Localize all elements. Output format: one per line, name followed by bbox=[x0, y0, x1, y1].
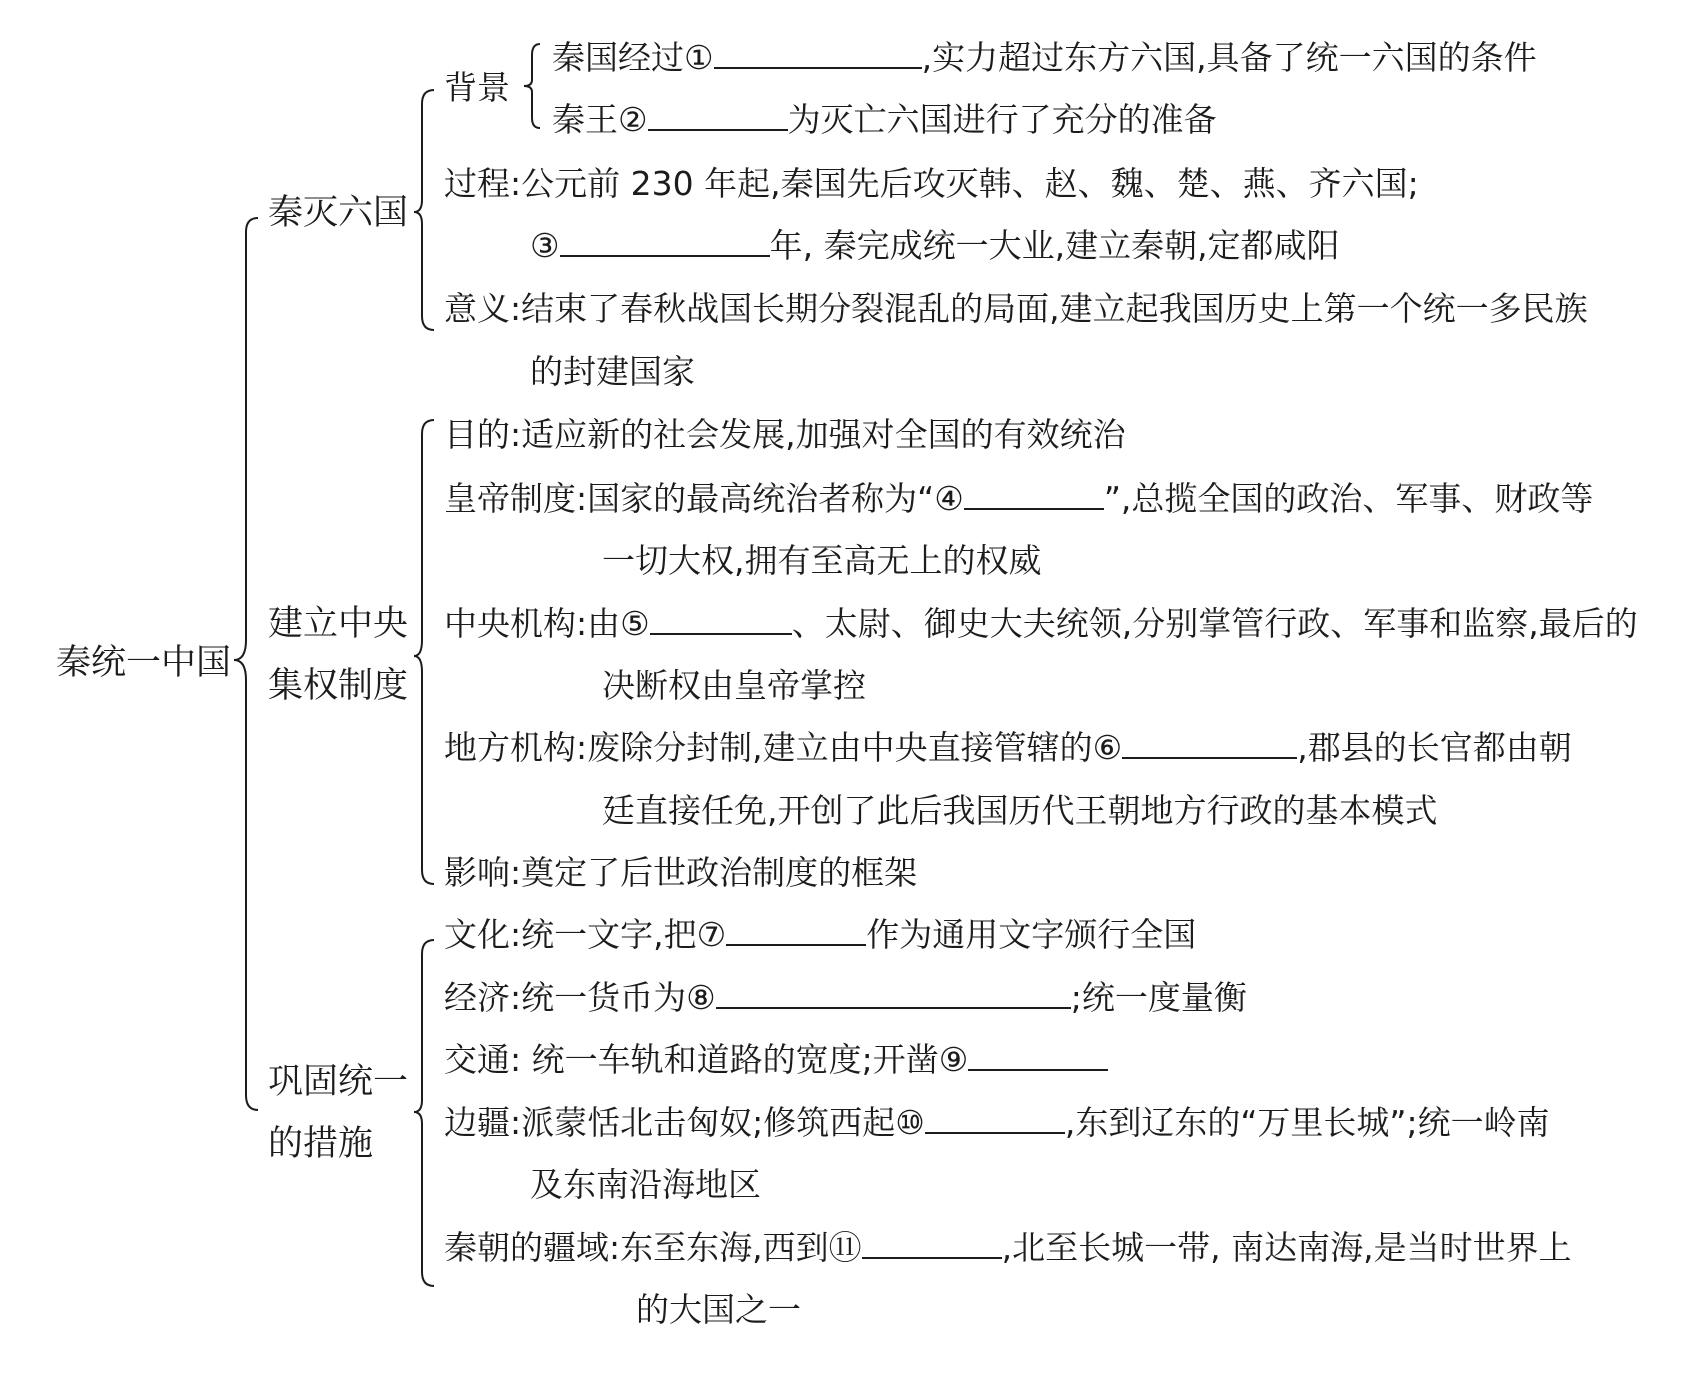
text: 统一货币为⑧ bbox=[521, 978, 716, 1017]
section3-title-1: 巩固统一 bbox=[268, 1062, 409, 1102]
answer-blank-5[interactable] bbox=[650, 605, 792, 635]
text: ;统一度量衡 bbox=[1070, 978, 1247, 1017]
influence-line bbox=[444, 853, 917, 893]
text: 结束了春秋战国长期分裂混乱的局面,建立起我国历史上第一个统一多民族 bbox=[521, 289, 1588, 328]
culture-line bbox=[444, 915, 1196, 955]
answer-blank-6[interactable] bbox=[1122, 729, 1297, 759]
text: 公元前 230 年起,秦国先后攻灭韩、赵、魏、楚、燕、齐六国; bbox=[521, 164, 1419, 203]
text: 、太尉、御史大夫统领,分别掌管行政、军事和监察,最后的 bbox=[791, 604, 1638, 643]
section2-brace bbox=[414, 420, 434, 884]
answer-blank-7[interactable] bbox=[726, 916, 866, 946]
territory-line-2: 的大国之一 bbox=[636, 1290, 801, 1329]
background-line-2 bbox=[552, 100, 1217, 140]
text: ,北至长城一带, 南达南海,是当时世界上 bbox=[1001, 1228, 1572, 1267]
significance-label: 意义: bbox=[444, 289, 522, 328]
text: 作为通用文字颁行全国 bbox=[866, 915, 1197, 954]
text: ,实力超过东方六国,具备了统一六国的条件 bbox=[921, 38, 1537, 77]
text: 秦国经过① bbox=[552, 38, 714, 77]
text: 国家的最高统治者称为“④ bbox=[587, 479, 964, 518]
text: 废除分封制,建立由中央直接管辖的⑥ bbox=[587, 728, 1123, 767]
section1-brace bbox=[414, 90, 434, 330]
background-brace bbox=[524, 44, 540, 128]
local-line-2: 廷直接任免,开创了此后我国历代王朝地方行政的基本模式 bbox=[602, 791, 1438, 830]
text: 统一文字,把⑦ bbox=[521, 915, 727, 954]
text: 由⑤ bbox=[587, 604, 650, 643]
local-label: 地方机构: bbox=[444, 728, 588, 767]
purpose-label: 目的: bbox=[444, 415, 522, 454]
text: 年, 秦完成统一大业,建立秦朝,定都咸阳 bbox=[769, 226, 1340, 265]
section3-brace bbox=[414, 940, 434, 1286]
answer-blank-3[interactable] bbox=[560, 227, 770, 257]
process-label: 过程: bbox=[444, 164, 522, 203]
economy-line bbox=[444, 978, 1247, 1018]
emperor-line bbox=[444, 479, 1593, 519]
influence-label: 影响: bbox=[444, 853, 522, 892]
answer-blank-9[interactable] bbox=[968, 1041, 1108, 1071]
central-line-2: 决断权由皇帝掌控 bbox=[602, 666, 866, 705]
text: ”,总揽全国的政治、军事、财政等 bbox=[1103, 479, 1594, 518]
text: 适应新的社会发展,加强对全国的有效统治 bbox=[521, 415, 1126, 454]
answer-blank-4[interactable] bbox=[964, 480, 1104, 510]
culture-label: 文化: bbox=[444, 915, 522, 954]
text: 奠定了后世政治制度的框架 bbox=[521, 853, 918, 892]
transport-label: 交通: bbox=[444, 1040, 522, 1079]
section1-title: 秦灭六国 bbox=[268, 193, 409, 233]
process-line bbox=[444, 164, 1419, 204]
section2-title-1: 建立中央 bbox=[268, 604, 409, 644]
root-title: 秦统一中国 bbox=[56, 643, 232, 683]
text: 统一车轨和道路的宽度;开凿⑨ bbox=[521, 1040, 969, 1079]
process-line-2 bbox=[530, 226, 1340, 266]
territory-label: 秦朝的疆域: bbox=[444, 1228, 621, 1267]
section3-title-2: 的措施 bbox=[268, 1124, 374, 1164]
emperor-line-2: 一切大权,拥有至高无上的权威 bbox=[602, 541, 1042, 580]
answer-blank-10[interactable] bbox=[925, 1104, 1065, 1134]
purpose-line bbox=[444, 415, 1126, 455]
text: ③ bbox=[530, 226, 560, 265]
territory-line bbox=[444, 1228, 1572, 1268]
central-line bbox=[444, 604, 1638, 644]
root-brace bbox=[234, 218, 258, 1110]
transport-line bbox=[444, 1040, 1108, 1080]
text: 秦王② bbox=[552, 100, 648, 139]
emperor-label: 皇帝制度: bbox=[444, 479, 588, 518]
section2-title-2: 集权制度 bbox=[268, 666, 409, 706]
text: 派蒙恬北击匈奴;修筑西起⑩ bbox=[521, 1103, 925, 1142]
text: 为灭亡六国进行了充分的准备 bbox=[787, 100, 1217, 139]
answer-blank-1[interactable] bbox=[714, 39, 922, 69]
background-label: 背景 bbox=[444, 68, 510, 107]
significance-line-2: 的封建国家 bbox=[530, 352, 695, 391]
local-line bbox=[444, 728, 1572, 768]
background-line-1 bbox=[552, 38, 1537, 78]
answer-blank-8[interactable] bbox=[716, 979, 1071, 1009]
answer-blank-11[interactable] bbox=[862, 1229, 1002, 1259]
economy-label: 经济: bbox=[444, 978, 522, 1017]
text: 东至东海,西到⑪ bbox=[620, 1228, 862, 1267]
frontier-label: 边疆: bbox=[444, 1103, 522, 1142]
text: ,东到辽东的“万里长城”;统一岭南 bbox=[1064, 1103, 1550, 1142]
frontier-line bbox=[444, 1103, 1550, 1143]
significance-line bbox=[444, 289, 1588, 329]
central-label: 中央机构: bbox=[444, 604, 588, 643]
answer-blank-2[interactable] bbox=[648, 101, 788, 131]
frontier-line-2: 及东南沿海地区 bbox=[530, 1165, 761, 1204]
text: ,郡县的长官都由朝 bbox=[1297, 728, 1572, 767]
